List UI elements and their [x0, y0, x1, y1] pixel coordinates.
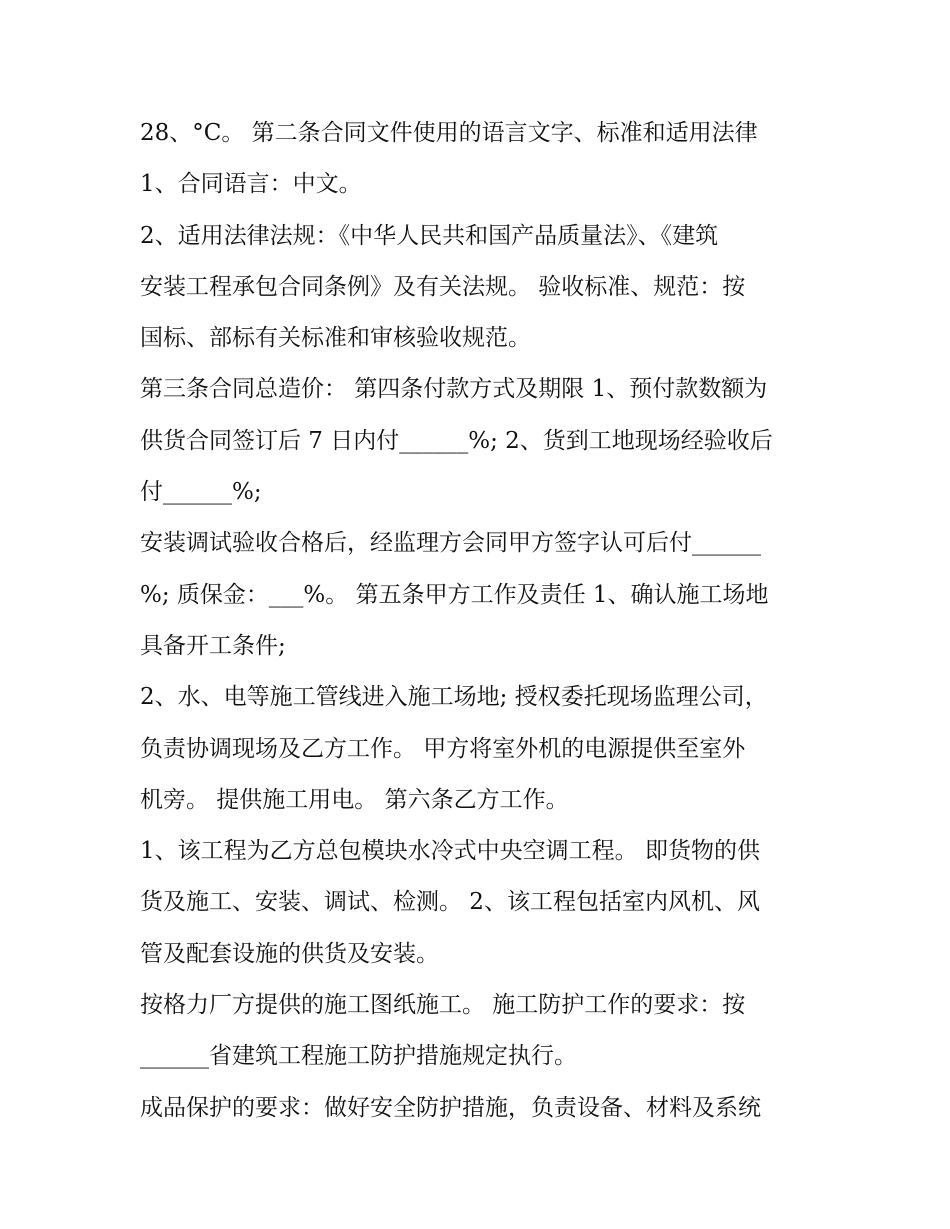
text-line: 负责协调现场及乙方工作。 甲方将室外机的电源提供至室外 [140, 735, 746, 762]
text-line: 2、适用法律法规：《中华人民共和国产品质量法》、《建筑 [140, 222, 719, 249]
text-line: 国标、部标有关标准和审核验收规范。 [140, 325, 531, 352]
text-line: 供货合同签订后 7 日内付______%; 2、货到工地现场经验收后 [140, 427, 773, 454]
text-line: 安装调试验收合格后，经监理方会同甲方签字认可后付______ [140, 530, 761, 557]
text-line: 第三条合同总造价： 第四条付款方式及期限 1、预付款数额为 [140, 376, 768, 403]
text-line: 1、合同语言：中文。 [140, 171, 362, 198]
text-line: 成品保护的要求：做好安全防护措施，负责设备、材料及系统 [140, 1094, 761, 1121]
text-line: 按格力厂方提供的施工图纸施工。 施工防护工作的要求：按 [140, 992, 746, 1019]
text-line: 管及配套设施的供货及安装。 [140, 940, 439, 967]
text-line: 付______%; [140, 479, 262, 506]
text-line: ______省建筑工程施工防护措施规定执行。 [140, 1043, 577, 1070]
text-line: 28、°C。 第二条合同文件使用的语言文字、标准和适用法律 [140, 120, 758, 146]
text-line: 货及施工、安装、调试、检测。 2、该工程包括室内风机、风 [140, 889, 760, 916]
text-line: 具备开工条件; [140, 632, 286, 659]
text-line: 机旁。 提供施工用电。 第六条乙方工作。 [140, 786, 569, 813]
text-line: 1、该工程为乙方总包模块水冷式中央空调工程。 即货物的供 [140, 838, 760, 865]
contract-text [140, 108, 820, 1134]
text-line: 安装工程承包合同条例》及有关法规。 验收标准、规范：按 [140, 273, 746, 300]
text-line: %; 质保金：___%。 第五条甲方工作及责任 1、确认施工场地 [140, 581, 769, 608]
text-line: 2、水、电等施工管线进入施工场地; 授权委托现场监理公司， [140, 684, 768, 711]
